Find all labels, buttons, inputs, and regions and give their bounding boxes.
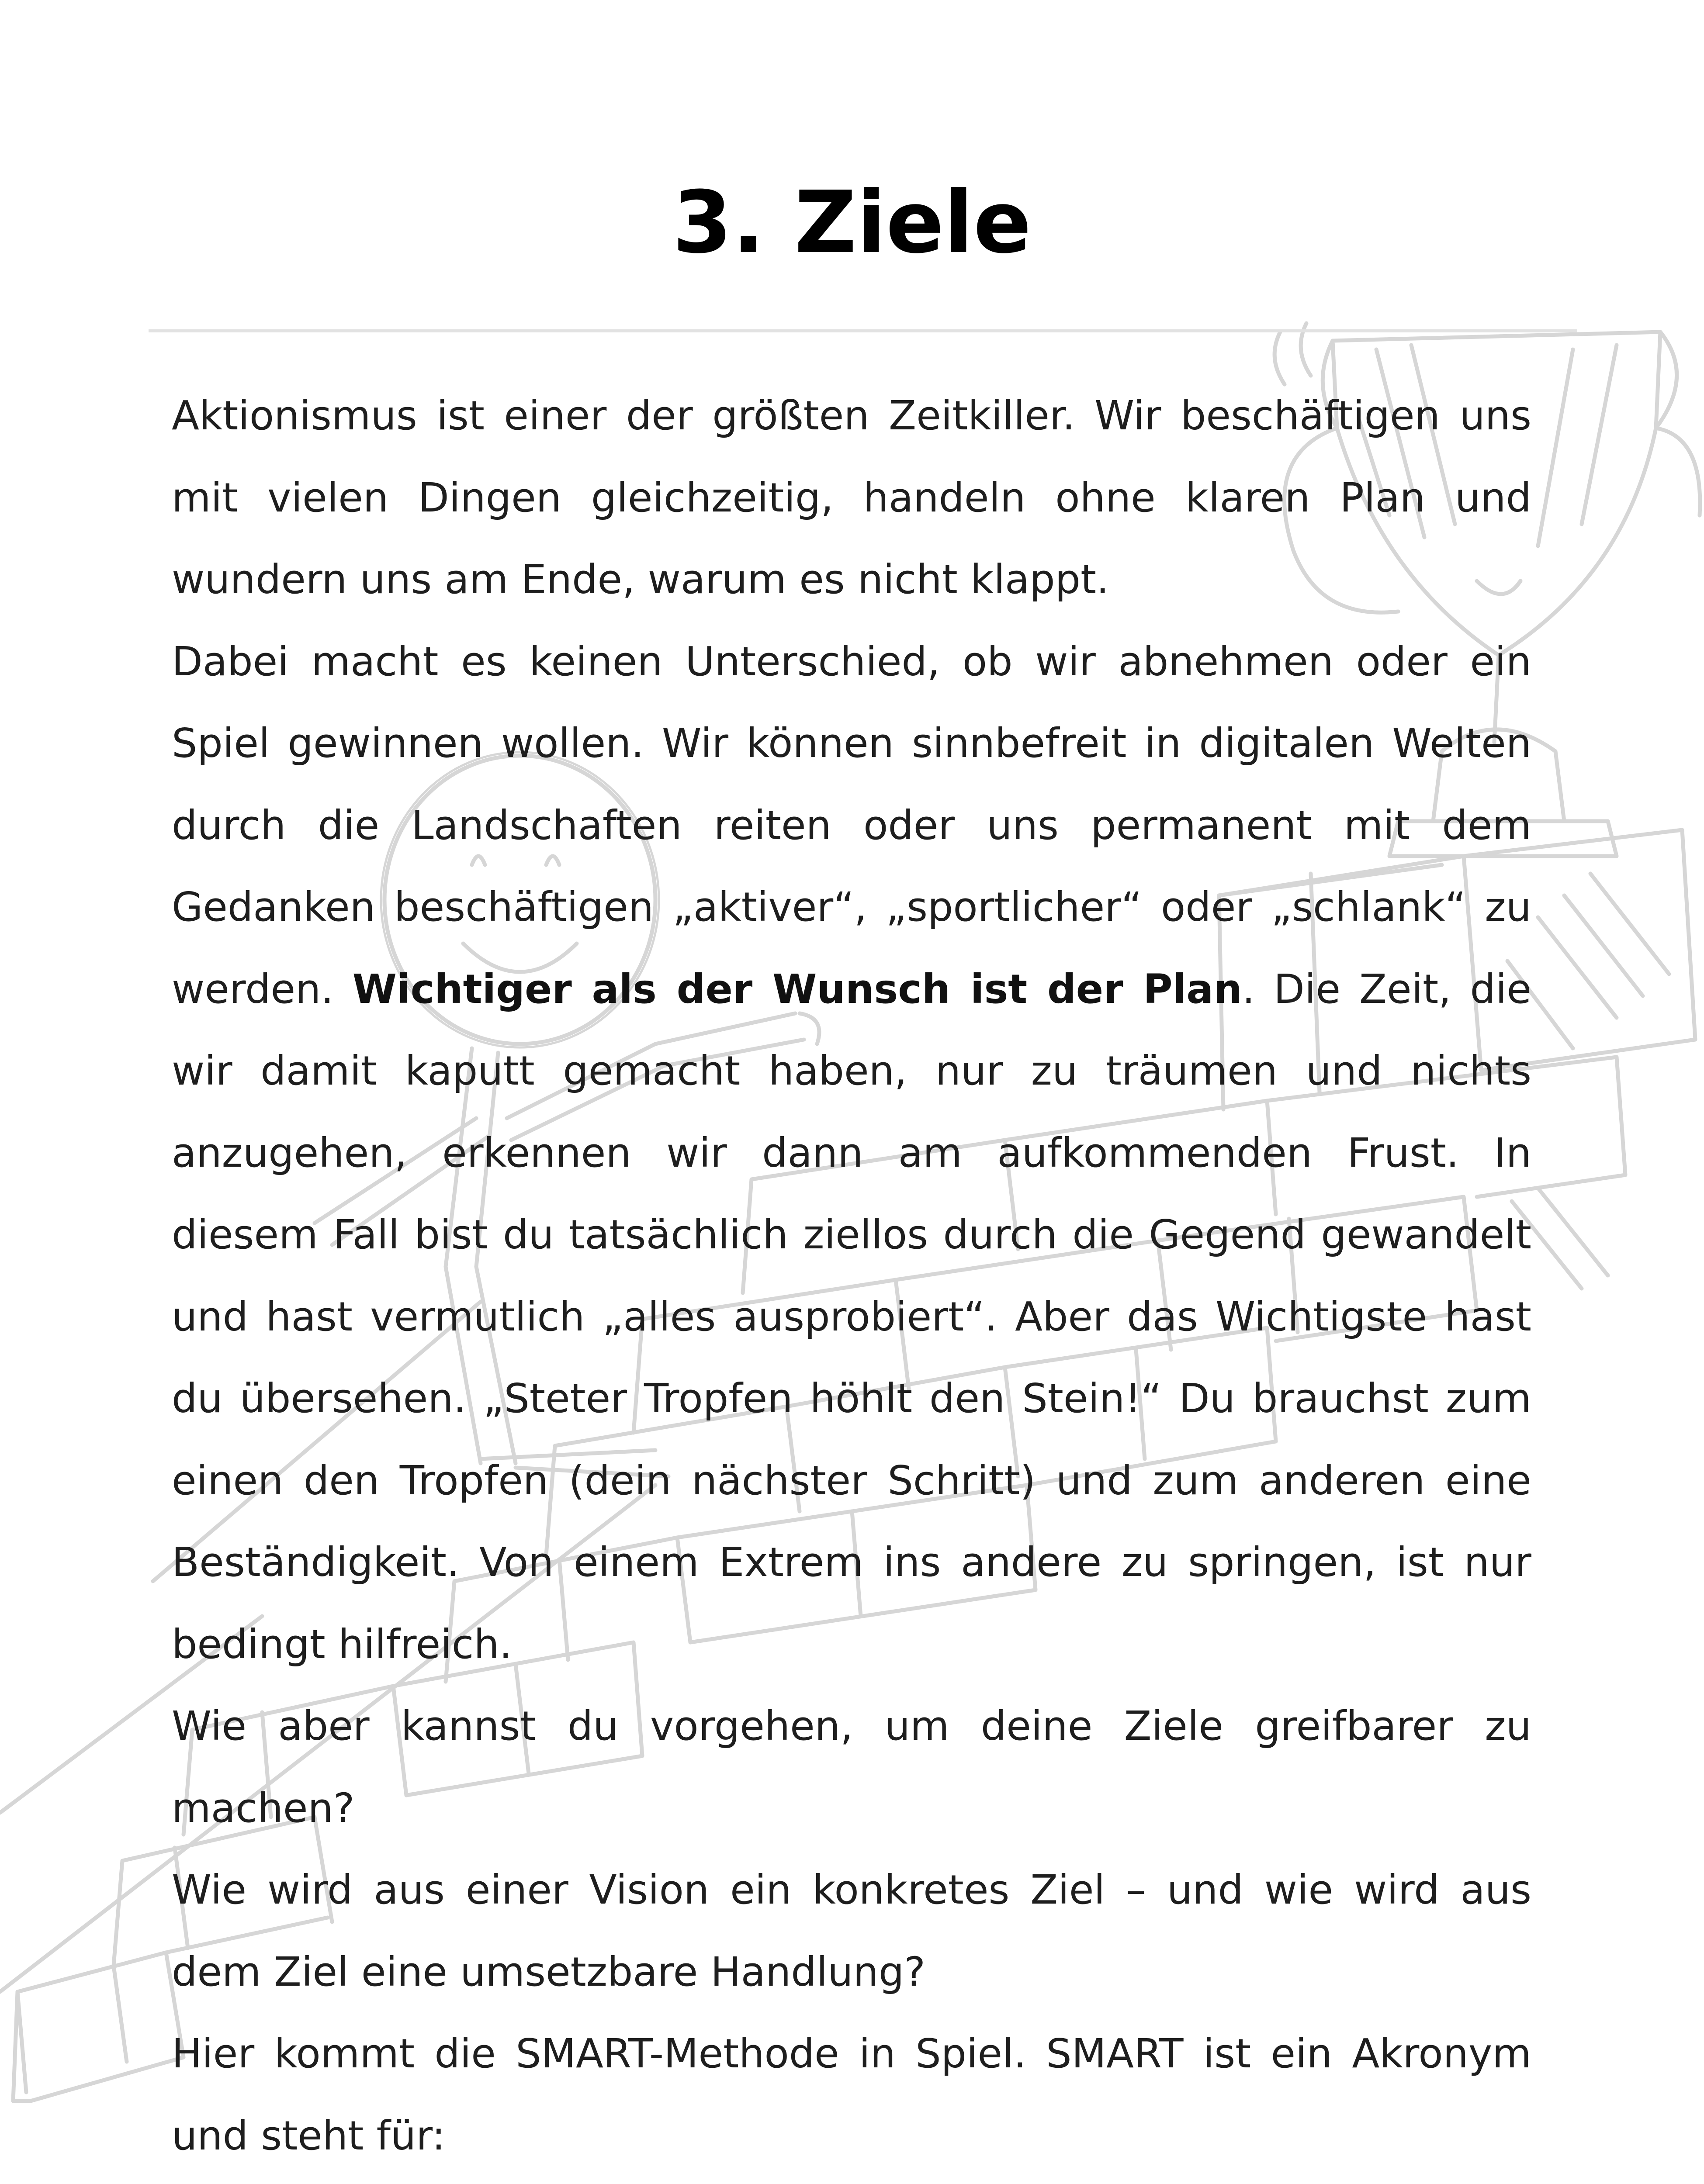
paragraph-5: Hier kommt die SMART-Methode in Spiel. SMART ist ein Akronym und steht für: (172, 2030, 1531, 2159)
paragraph-2-text-start: Dabei macht es keinen Unterschied, ob wir abnehmen oder ein Spiel gewinnen wollen. Wir können sinnbefreit in digitalen Welten durch die Landschaften reiten oder uns permanent mit dem Gedanken beschäftigen „aktiver“, „sportlicher“ oder „schlank“ zu werden. (172, 638, 1531, 1013)
page-title: 3. Ziele (672, 173, 1032, 273)
paragraph-2 (172, 621, 1531, 1686)
paragraph-1: Aktionismus ist einer der größten Zeitkiller. Wir beschäftigen uns mit vielen Dingen gleichzeitig, handeln ohne klaren Plan und wundern uns am Ende, warum es nicht klappt. (172, 392, 1531, 603)
paragraph-2-text-end: . Die Zeit, die wir damit kaputt gemacht haben, nur zu träumen und nichts anzugehen, erkennen wir dann am aufkommenden Frust. In diesem Fall bist du tatsächlich ziellos durch die Gegend gewandelt und hast vermutlich „alles ausprobiert“. Aber das Wichtigste hast du übersehen. „Steter Tropfen höhlt den Stein!“ Du brauchst zum einen den Tropfen (dein nächster Schritt) und zum anderen eine Beständigkeit. Von einem Extrem ins andere zu springen, ist nur bedingt hilfreich. (172, 965, 1531, 1668)
emphasis-plan: Wichtiger als der Wunsch ist der Plan (352, 965, 1242, 1013)
title-divider (149, 329, 1577, 332)
paragraph-4: Wie wird aus einer Vision ein konkretes Ziel – und wie wird aus dem Ziel eine umsetzbare Handlung? (172, 1866, 1531, 1995)
body-text (172, 375, 1531, 2177)
paragraph-3: Wie aber kannst du vorgehen, um deine Ziele greifbarer zu machen? (172, 1703, 1531, 1832)
